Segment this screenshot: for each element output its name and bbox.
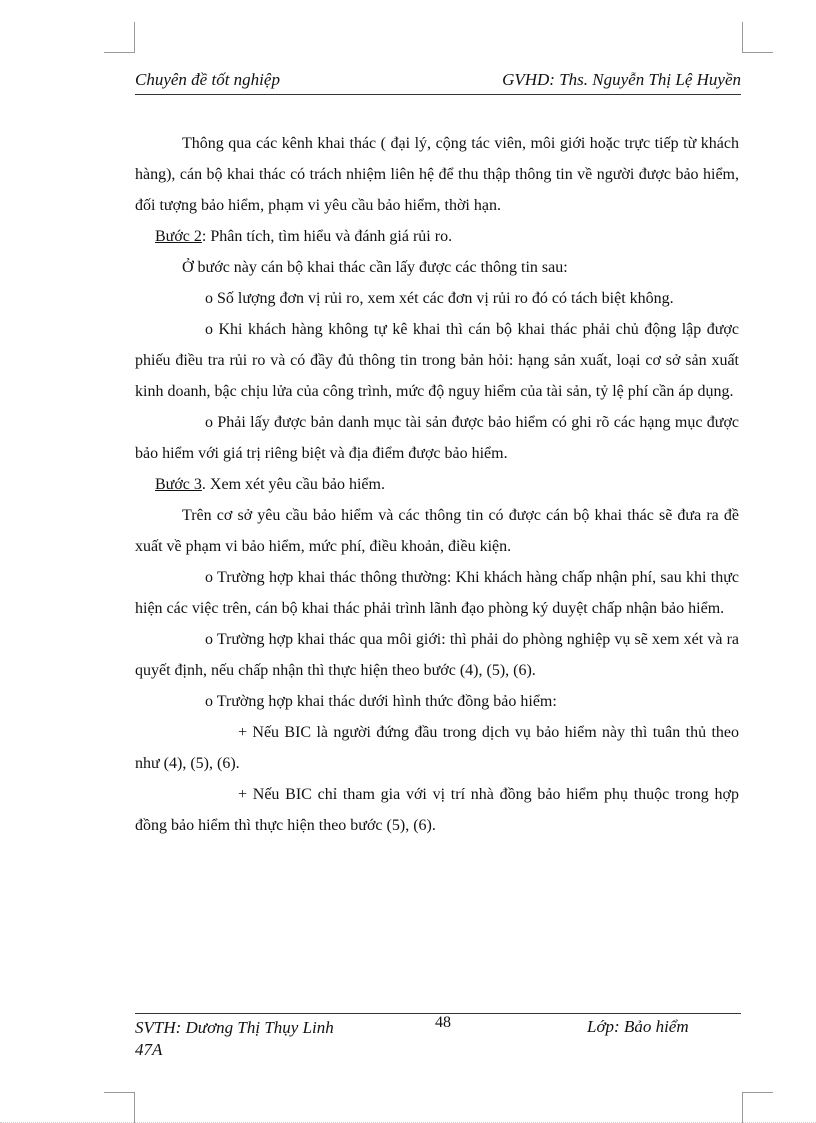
header-advisor: GVHD: Ths. Nguyễn Thị Lệ Huyền	[502, 70, 741, 89]
page-number: 48	[435, 1014, 451, 1031]
bullet-broker-case: o Trường hợp khai thác qua môi giới: thì phải do phòng nghiệp vụ sẽ xem xét và ra quyết định, nếu chấp nhận thì thực hiện theo bước (4), (5), (6).	[135, 631, 739, 679]
crop-mark-top-right	[742, 22, 773, 53]
paragraph-intro: Thông qua các kênh khai thác ( đại lý, cộng tác viên, môi giới hoặc trực tiếp từ khách hàng), cán bộ khai thác có trách nhiệm liên hệ để thu thập thông tin về người được bảo hiểm, đối tượng bảo hiểm, phạm vi yêu cầu bảo hiểm, thời hạn.	[135, 135, 739, 214]
page-header	[135, 68, 741, 95]
subbullet-bic-follower: + Nếu BIC chỉ tham gia với vị trí nhà đồng bảo hiểm phụ thuộc trong hợp đồng bảo hiểm thì thực hiện theo bước (5), (6).	[135, 786, 739, 834]
paragraph-step-2-intro: Ở bước này cán bộ khai thác cần lấy được các thông tin sau:	[182, 259, 568, 276]
subbullet-bic-leader: + Nếu BIC là người đứng đầu trong dịch vụ bảo hiểm này thì tuân thủ theo như (4), (5), (6).	[135, 724, 739, 772]
footer-student-name: SVTH: Dương Thị Thụy Linh	[135, 1018, 334, 1037]
footer-class: Lớp: Bảo hiểm	[587, 1017, 689, 1036]
bullet-coinsurance-case: o Trường hợp khai thác dưới hình thức đồng bảo hiểm:	[205, 693, 557, 710]
paragraph-step-3-intro: Trên cơ sở yêu cầu bảo hiểm và các thông tin có được cán bộ khai thác sẽ đưa ra đề xuất về phạm vi bảo hiểm, mức phí, điều khoản, điều kiện.	[135, 507, 739, 555]
step-2-text: : Phân tích, tìm hiểu và đánh giá rủi ro.	[201, 228, 453, 245]
page-footer	[135, 1013, 741, 1059]
crop-mark-bottom-right	[742, 1092, 773, 1123]
header-title: Chuyên đề tốt nghiệp	[135, 70, 280, 89]
footer-student-class: 47A	[135, 1040, 163, 1059]
crop-mark-bottom-left	[104, 1092, 135, 1123]
step-2-label: Bước 2	[155, 228, 202, 245]
bullet-risk-units: o Số lượng đơn vị rủi ro, xem xét các đơn vị rủi ro đó có tách biệt không.	[205, 290, 674, 307]
bullet-asset-list: o Phải lấy được bản danh mục tài sản được bảo hiểm có ghi rõ các hạng mục được bảo hiểm với giá trị riêng biệt và địa điểm được bảo hiểm.	[135, 414, 739, 462]
bullet-risk-survey: o Khi khách hàng không tự kê khai thì cán bộ khai thác phải chủ động lập được phiếu điều tra rủi ro và có đầy đủ thông tin trong bản hỏi: hạng sản xuất, loại cơ sở sản xuất kinh doanh, bậc chịu lửa của công trình, mức độ nguy hiểm của tài sản, tỷ lệ phí cần áp dụng.	[135, 321, 739, 400]
step-3-label: Bước 3	[155, 476, 202, 493]
crop-mark-top-left	[104, 22, 135, 53]
footer-student	[135, 1017, 395, 1061]
step-2-heading	[135, 221, 739, 252]
step-3-heading	[135, 469, 739, 500]
bullet-normal-case: o Trường hợp khai thác thông thường: Khi khách hàng chấp nhận phí, sau khi thực hiện các việc trên, cán bộ khai thác phải trình lãnh đạo phòng ký duyệt chấp nhận bảo hiểm.	[135, 569, 739, 617]
step-3-text: . Xem xét yêu cầu bảo hiểm.	[201, 476, 385, 493]
document-body	[135, 128, 739, 841]
